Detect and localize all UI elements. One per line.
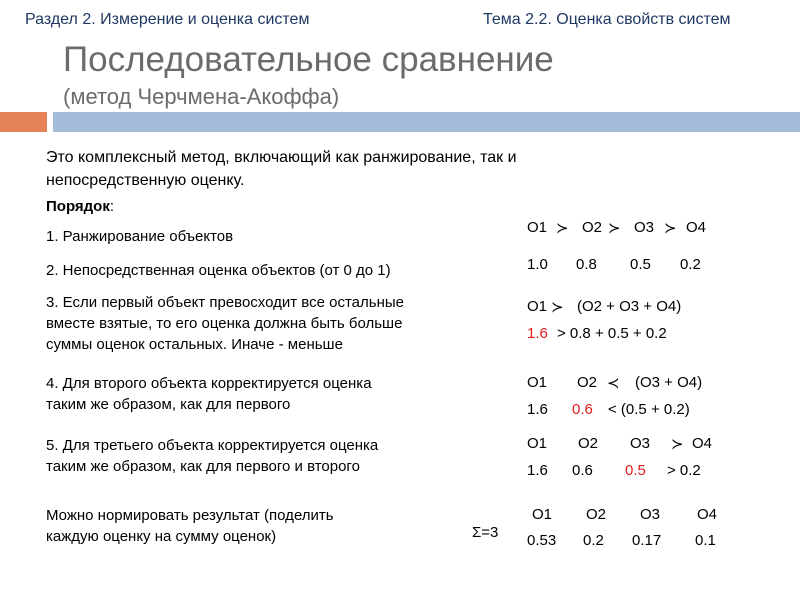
step-5-line-2: таким же образом, как для первого и второго [46, 458, 360, 475]
intro-line-1: Это комплексный метод, включающий как ранжирование, так и [46, 149, 517, 166]
step-4-line-2: таким же образом, как для первого [46, 396, 291, 413]
step5-score-o3: 0.5 [625, 462, 646, 479]
norm-o2: O2 [586, 506, 607, 523]
succeeds-icon: ≻ [608, 220, 621, 237]
step4-o1: O1 [527, 374, 548, 391]
normalization-note [46, 505, 334, 547]
step3-o1: O1 [527, 298, 548, 315]
step5-o1: O1 [527, 435, 548, 452]
step-5 [46, 435, 378, 477]
norm-v1: 0.53 [527, 532, 557, 549]
score-4: 0.2 [680, 256, 701, 273]
step-3 [46, 292, 404, 355]
step-2 [46, 260, 391, 281]
step4-rest: (O3 + O4) [635, 374, 703, 391]
order-heading [46, 198, 114, 215]
norm-v2: 0.2 [583, 532, 604, 549]
step4-score-o1: 1.6 [527, 401, 548, 418]
step-3-line-3: суммы оценок остальных. Иначе - меньше [46, 336, 343, 353]
norm-o3: O3 [640, 506, 661, 523]
precedes-icon: ≺ [607, 375, 620, 392]
step4-o2: O2 [577, 374, 598, 391]
intro-text [46, 146, 666, 192]
normalization-line-2: каждую оценку на сумму оценок) [46, 528, 277, 545]
step5-score-o1: 1.6 [527, 462, 548, 479]
step3-comparison: > 0.8 + 0.5 + 0.2 [557, 325, 667, 342]
succeeds-icon: ≻ [671, 436, 684, 453]
topic-header: Тема 2.2. Оценка свойств систем [483, 11, 731, 28]
intro-line-2: непосредственную оценку. [46, 172, 245, 189]
norm-o1: O1 [532, 506, 553, 523]
step3-score-o1: 1.6 [527, 325, 548, 342]
section-header: Раздел 2. Измерение и оценка систем [25, 11, 310, 28]
order-label: Порядок [46, 198, 110, 215]
sum-label: Σ=3 [472, 524, 499, 541]
score-1: 1.0 [527, 256, 548, 273]
step4-comparison: < (0.5 + 0.2) [608, 401, 690, 418]
step3-rest: (O2 + O3 + O4) [577, 298, 682, 315]
accent-bar-orange [0, 112, 47, 132]
rank-o3: O3 [634, 219, 655, 236]
succeeds-icon: ≻ [664, 220, 677, 237]
step-1 [46, 226, 233, 247]
step-4 [46, 373, 372, 415]
score-3: 0.5 [630, 256, 651, 273]
norm-v4: 0.1 [695, 532, 716, 549]
step4-score-o2: 0.6 [572, 401, 593, 418]
step-4-line-1: 4. Для второго объекта корректируется оценка [46, 375, 372, 392]
norm-o4: O4 [697, 506, 718, 523]
step-5-line-1: 5. Для третьего объекта корректируется оценка [46, 437, 379, 454]
score-2: 0.8 [576, 256, 597, 273]
rank-o1: O1 [527, 219, 548, 236]
slide-subtitle: (метод Черчмена-Акоффа) [63, 84, 340, 109]
step5-score-o2: 0.6 [572, 462, 593, 479]
succeeds-icon: ≻ [551, 299, 564, 316]
order-colon: : [109, 198, 115, 215]
step-2-line-1: 2. Непосредственная оценка объектов (от 0 до 1) [46, 262, 391, 279]
step5-o4: O4 [692, 435, 713, 452]
norm-v3: 0.17 [632, 532, 662, 549]
rank-o4: O4 [686, 219, 707, 236]
step-3-line-1: 3. Если первый объект превосходит все остальные [46, 294, 404, 311]
slide-title: Последовательное сравнение [63, 40, 554, 79]
succeeds-icon: ≻ [556, 220, 569, 237]
step-3-line-2: вместе взятые, то его оценка должна быть больше [46, 315, 403, 332]
accent-bar-blue [53, 112, 800, 132]
step-1-line-1: 1. Ранжирование объектов [46, 228, 234, 245]
rank-o2: O2 [582, 219, 603, 236]
step5-o2: O2 [578, 435, 599, 452]
step5-comparison: > 0.2 [667, 462, 701, 479]
normalization-line-1: Можно нормировать результат (поделить [46, 507, 334, 524]
step5-o3: O3 [630, 435, 651, 452]
